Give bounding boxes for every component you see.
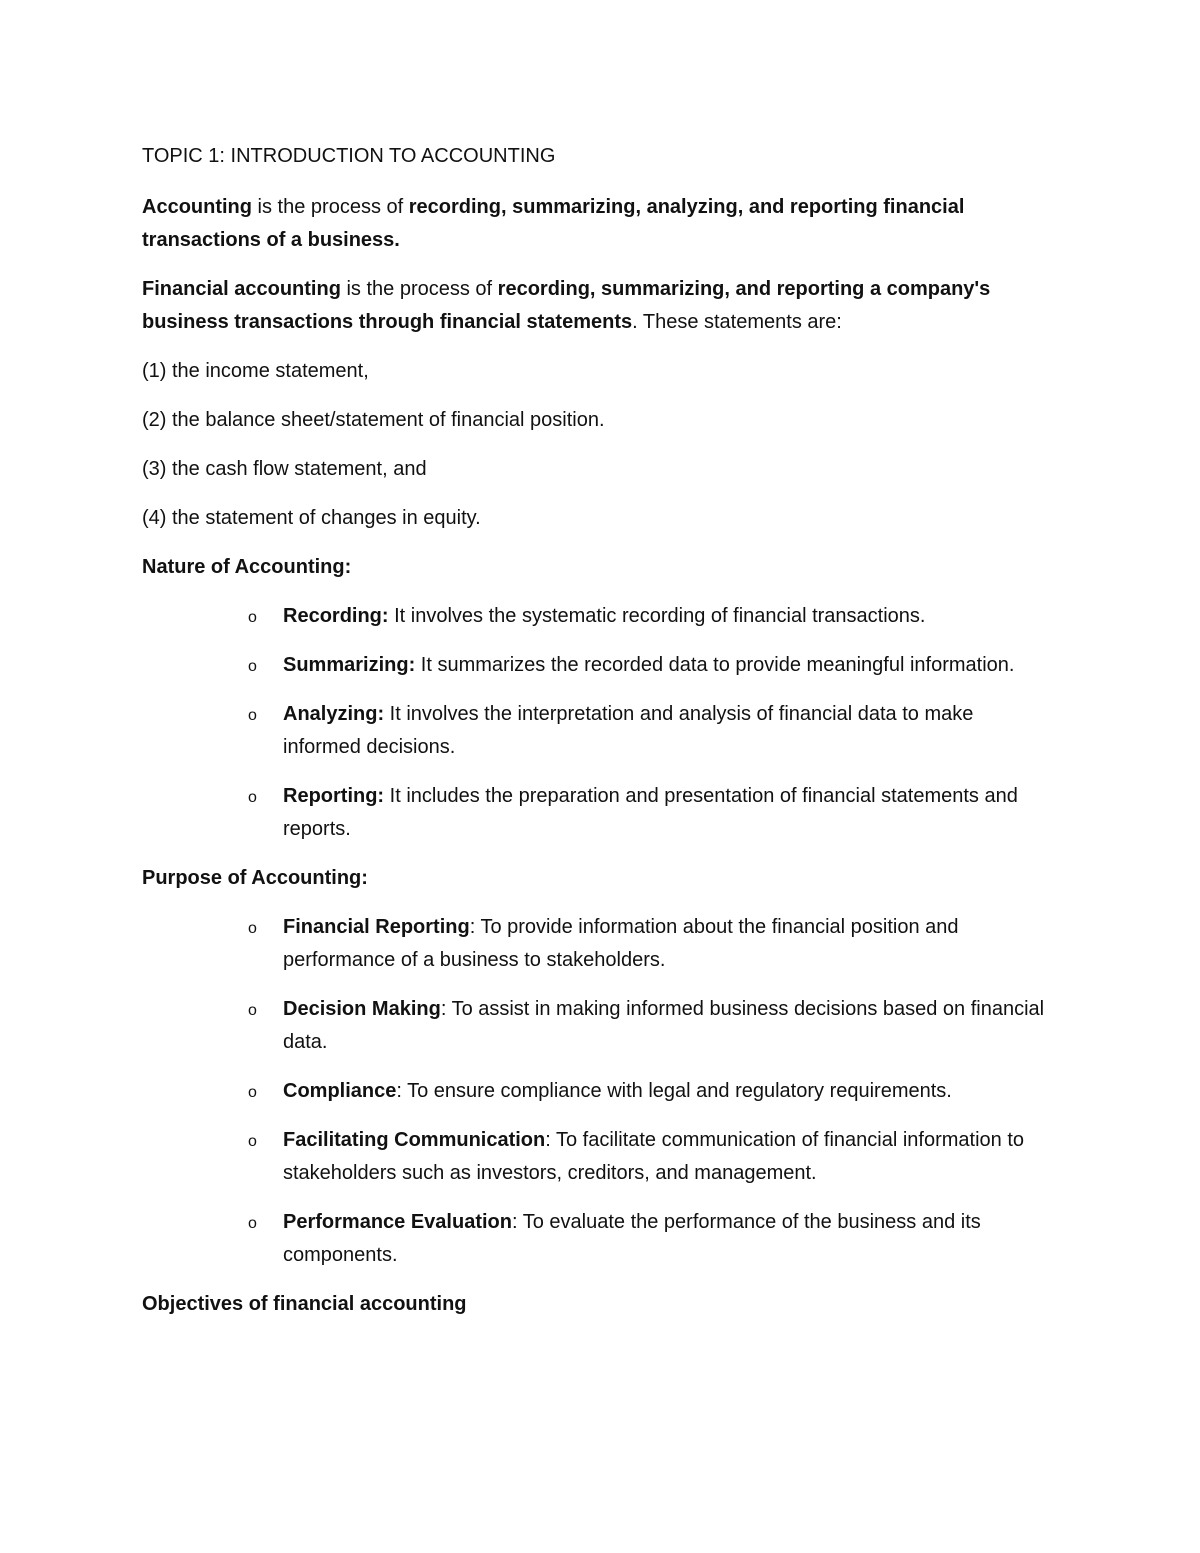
definition-term: Financial accounting — [142, 278, 341, 300]
definition-connector: is the process of — [252, 196, 409, 218]
accounting-definition — [142, 191, 1062, 257]
list-item — [142, 649, 1062, 682]
bullet-icon: o — [248, 789, 257, 806]
list-item — [142, 600, 1062, 633]
item-text: It summarizes the recorded data to provide meaningful information. — [415, 654, 1015, 676]
item-term: Compliance — [283, 1080, 397, 1102]
item-text: It includes the preparation and presentation of financial statements and reports. — [283, 785, 1018, 840]
page-title: TOPIC 1: INTRODUCTION TO ACCOUNTING — [142, 145, 556, 167]
item-term: Decision Making — [283, 998, 441, 1020]
bullet-icon: o — [248, 707, 257, 724]
item-text: It involves the systematic recording of financial transactions. — [388, 605, 926, 627]
objectives-heading: Objectives of financial accounting — [142, 1293, 467, 1315]
list-item — [142, 780, 1062, 846]
bullet-icon: o — [248, 658, 257, 675]
item-text: : To evaluate the performance of the business and its components. — [283, 1211, 981, 1266]
bullet-icon: o — [248, 920, 257, 937]
bullet-icon: o — [248, 1215, 257, 1232]
nature-heading: Nature of Accounting: — [142, 556, 352, 578]
item-term: Financial Reporting — [283, 916, 470, 938]
item-text: : To ensure compliance with legal and regulatory requirements. — [396, 1080, 952, 1102]
item-text: : To provide information about the financial position and performance of a business to stakeholders. — [283, 916, 959, 971]
bullet-icon: o — [248, 609, 257, 626]
statement-item-2: (2) the balance sheet/statement of financial position. — [142, 409, 605, 431]
item-term: Recording: — [283, 605, 389, 627]
financial-accounting-definition — [142, 273, 1062, 339]
list-item — [142, 1075, 1062, 1108]
item-text: It involves the interpretation and analysis of financial data to make informed decisions. — [283, 703, 974, 758]
statement-item-4: (4) the statement of changes in equity. — [142, 507, 481, 529]
definition-body: recording, summarizing, and reporting a company's business transactions through financial statements — [142, 278, 991, 333]
definition-body: recording, summarizing, analyzing, and reporting financial transactions of a business. — [142, 196, 965, 251]
purpose-list — [142, 911, 1062, 1272]
item-term: Analyzing: — [283, 703, 385, 725]
item-term: Reporting: — [283, 785, 385, 807]
bullet-icon: o — [248, 1133, 257, 1150]
list-item — [142, 911, 1062, 977]
item-text: : To assist in making informed business decisions based on financial data. — [283, 998, 1045, 1053]
list-item — [142, 698, 1062, 764]
document-page — [142, 140, 1062, 1337]
definition-tail: . These statements are: — [632, 311, 842, 333]
definition-connector: is the process of — [340, 278, 498, 300]
statement-item-1: (1) the income statement, — [142, 360, 369, 382]
statement-item-3: (3) the cash flow statement, and — [142, 458, 427, 480]
list-item — [142, 1124, 1062, 1190]
list-item — [142, 1206, 1062, 1272]
bullet-icon: o — [248, 1084, 257, 1101]
definition-term: Accounting — [142, 196, 252, 218]
item-text: : To facilitate communication of financial information to stakeholders such as investors, creditors, and management. — [283, 1129, 1025, 1184]
item-term: Facilitating Communication — [283, 1129, 546, 1151]
bullet-icon: o — [248, 1002, 257, 1019]
purpose-heading: Purpose of Accounting: — [142, 867, 368, 889]
list-item — [142, 993, 1062, 1059]
item-term: Summarizing: — [283, 654, 416, 676]
nature-list — [142, 600, 1062, 846]
item-term: Performance Evaluation — [283, 1211, 512, 1233]
